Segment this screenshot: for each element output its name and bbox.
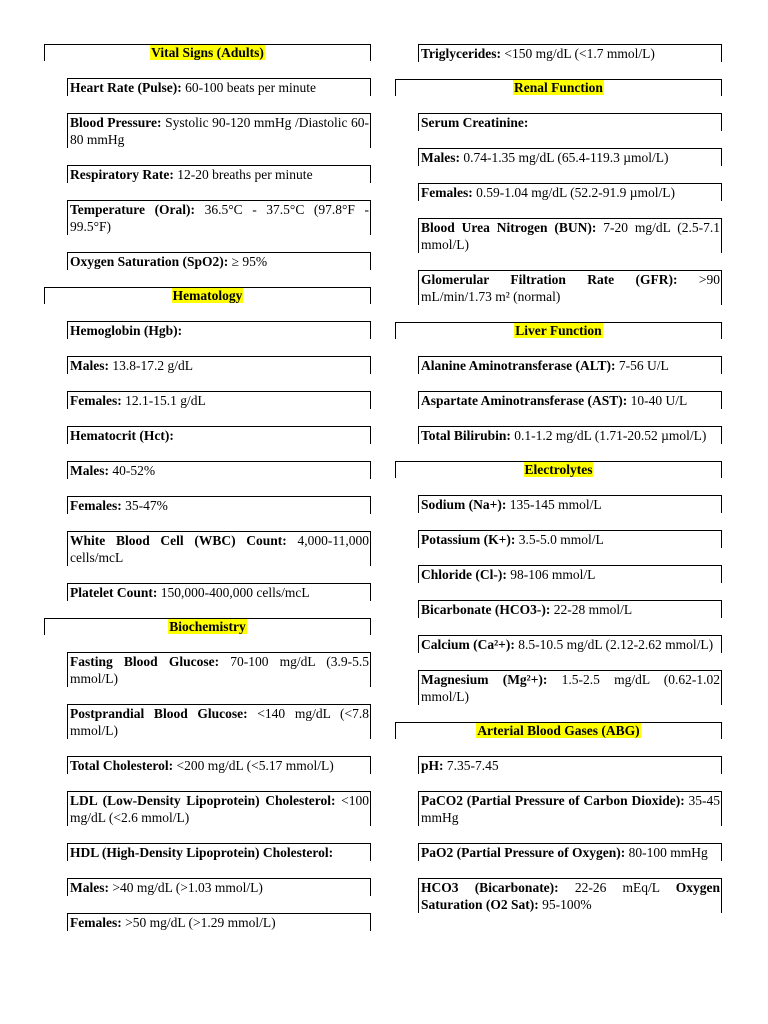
reference-item bbox=[418, 670, 722, 705]
reference-value: 10-40 U/L bbox=[627, 393, 688, 408]
reference-item bbox=[418, 44, 722, 62]
reference-label: White Blood Cell (WBC) Count: bbox=[70, 533, 287, 548]
reference-value: 8.5-10.5 mg/dL (2.12-2.62 mmol/L) bbox=[514, 637, 714, 652]
reference-label: Alanine Aminotransferase (ALT): bbox=[421, 358, 616, 373]
reference-value: <150 mg/dL (<1.7 mmol/L) bbox=[500, 46, 655, 61]
reference-value: Systolic 90-120 mmHg /Diastolic 60-80 mmHg bbox=[70, 115, 369, 147]
reference-value: 22-28 mmol/L bbox=[550, 602, 633, 617]
reference-label: LDL (Low-Density Lipoprotein) Cholesterol: bbox=[70, 793, 336, 808]
reference-value: 0.74-1.35 mg/dL (65.4-119.3 µmol/L) bbox=[459, 150, 669, 165]
reference-item bbox=[67, 652, 371, 687]
reference-value: >50 mg/dL (>1.29 mmol/L) bbox=[121, 915, 276, 930]
reference-item bbox=[418, 565, 722, 583]
reference-label: Respiratory Rate: bbox=[70, 167, 174, 182]
reference-item bbox=[418, 113, 722, 131]
reference-item bbox=[67, 321, 371, 339]
reference-item bbox=[418, 391, 722, 409]
reference-value: 36.5°C - 37.5°C (97.8°F - 99.5°F) bbox=[70, 202, 369, 234]
reference-label: Aspartate Aminotransferase (AST): bbox=[421, 393, 628, 408]
section-heading-label: Hematology bbox=[172, 288, 243, 303]
reference-label: PaCO2 (Partial Pressure of Carbon Dioxide): bbox=[421, 793, 685, 808]
section-heading-liver-function bbox=[395, 322, 722, 339]
reference-item bbox=[67, 113, 371, 148]
reference-value: 35-45 mmHg bbox=[421, 793, 720, 825]
reference-item bbox=[418, 495, 722, 513]
reference-label: Oxygen Saturation (SpO2): bbox=[70, 254, 229, 269]
right-column bbox=[395, 44, 722, 930]
reference-label: Sodium (Na+): bbox=[421, 497, 507, 512]
reference-item bbox=[67, 531, 371, 566]
reference-value: 95-100% bbox=[538, 897, 592, 912]
section-heading-arterial-blood-gases-abg bbox=[395, 722, 722, 739]
reference-label: PaO2 (Partial Pressure of Oxygen): bbox=[421, 845, 626, 860]
reference-item bbox=[418, 791, 722, 826]
reference-label: Postprandial Blood Glucose: bbox=[70, 706, 248, 721]
reference-value: 7-20 mg/dL (2.5-7.1 mmol/L) bbox=[421, 220, 720, 252]
reference-item bbox=[418, 356, 722, 374]
reference-label: Magnesium (Mg²+): bbox=[421, 672, 548, 687]
reference-item bbox=[67, 583, 371, 601]
reference-item bbox=[418, 600, 722, 618]
reference-label: Females: bbox=[70, 915, 122, 930]
reference-item bbox=[418, 148, 722, 166]
reference-label: Females: bbox=[70, 498, 122, 513]
reference-item bbox=[67, 78, 371, 96]
reference-value: <100 mg/dL (<2.6 mmol/L) bbox=[70, 793, 369, 825]
reference-item bbox=[418, 756, 722, 774]
reference-value: 0.59-1.04 mg/dL (52.2-91.9 µmol/L) bbox=[472, 185, 675, 200]
reference-item bbox=[67, 913, 371, 931]
reference-label: Blood Urea Nitrogen (BUN): bbox=[421, 220, 597, 235]
reference-value: 7-56 U/L bbox=[615, 358, 669, 373]
reference-value: ≥ 95% bbox=[228, 254, 268, 269]
reference-item bbox=[67, 756, 371, 774]
reference-value: 4,000-11,000 cells/mcL bbox=[70, 533, 369, 565]
reference-label: Glomerular Filtration Rate (GFR): bbox=[421, 272, 678, 287]
reference-label: Total Cholesterol: bbox=[70, 758, 174, 773]
reference-item bbox=[67, 426, 371, 444]
reference-label: Serum Creatinine: bbox=[421, 115, 529, 130]
reference-value: 7.35-7.45 bbox=[443, 758, 499, 773]
reference-value: 22-26 mEq/L bbox=[558, 880, 676, 895]
reference-item bbox=[67, 878, 371, 896]
reference-item bbox=[418, 183, 722, 201]
reference-label: Blood Pressure: bbox=[70, 115, 162, 130]
reference-item bbox=[67, 461, 371, 479]
reference-item bbox=[418, 530, 722, 548]
section-heading-label: Renal Function bbox=[514, 80, 603, 95]
reference-value: 3.5-5.0 mmol/L bbox=[515, 532, 604, 547]
reference-label: Heart Rate (Pulse): bbox=[70, 80, 182, 95]
section-heading-vital-signs-adults bbox=[44, 44, 371, 61]
reference-value: <140 mg/dL (<7.8 mmol/L) bbox=[70, 706, 369, 738]
reference-label: Oxygen Saturation (O2 Sat): bbox=[421, 880, 720, 912]
reference-item bbox=[418, 635, 722, 653]
reference-value: 35-47% bbox=[121, 498, 168, 513]
reference-value: >90 mL/min/1.73 m² (normal) bbox=[421, 272, 720, 304]
reference-item bbox=[67, 843, 371, 861]
reference-label: Temperature (Oral): bbox=[70, 202, 196, 217]
left-column bbox=[44, 44, 371, 948]
reference-label: Males: bbox=[70, 463, 109, 478]
reference-label: Total Bilirubin: bbox=[421, 428, 511, 443]
reference-item bbox=[67, 791, 371, 826]
reference-label: pH: bbox=[421, 758, 444, 773]
reference-item bbox=[418, 878, 722, 913]
reference-label: HCO3 (Bicarbonate): bbox=[421, 880, 559, 895]
reference-value: 80-100 mmHg bbox=[625, 845, 708, 860]
section-heading-label: Arterial Blood Gases (ABG) bbox=[477, 723, 640, 738]
section-heading-label: Vital Signs (Adults) bbox=[151, 45, 264, 60]
reference-label: Females: bbox=[70, 393, 122, 408]
reference-label: Chloride (Cl-): bbox=[421, 567, 507, 582]
reference-label: Platelet Count: bbox=[70, 585, 158, 600]
reference-item bbox=[67, 496, 371, 514]
reference-value: 70-100 mg/dL (3.9-5.5 mmol/L) bbox=[70, 654, 369, 686]
reference-label: Hemoglobin (Hgb): bbox=[70, 323, 183, 338]
section-heading-label: Electrolytes bbox=[524, 462, 593, 477]
reference-label: Females: bbox=[421, 185, 473, 200]
section-heading-renal-function bbox=[395, 79, 722, 96]
reference-label: Triglycerides: bbox=[421, 46, 501, 61]
reference-value: 40-52% bbox=[108, 463, 156, 478]
reference-item bbox=[418, 218, 722, 253]
reference-value: 12.1-15.1 g/dL bbox=[121, 393, 206, 408]
reference-item bbox=[67, 391, 371, 409]
reference-item bbox=[67, 165, 371, 183]
reference-label: Males: bbox=[70, 880, 109, 895]
reference-item bbox=[67, 704, 371, 739]
reference-item bbox=[418, 426, 722, 444]
section-heading-label: Liver Function bbox=[515, 323, 602, 338]
reference-value: 1.5-2.5 mg/dL (0.62-1.02 mmol/L) bbox=[421, 672, 721, 704]
reference-value: >40 mg/dL (>1.03 mmol/L) bbox=[108, 880, 263, 895]
reference-label: Hematocrit (Hct): bbox=[70, 428, 174, 443]
reference-value: 60-100 beats per minute bbox=[181, 80, 316, 95]
reference-item bbox=[418, 843, 722, 861]
reference-item bbox=[67, 356, 371, 374]
reference-label: Males: bbox=[70, 358, 109, 373]
reference-value: 12-20 breaths per minute bbox=[173, 167, 313, 182]
reference-label: Males: bbox=[421, 150, 460, 165]
section-heading-biochemistry bbox=[44, 618, 371, 635]
reference-label: Fasting Blood Glucose: bbox=[70, 654, 220, 669]
reference-value: 135-145 mmol/L bbox=[506, 497, 602, 512]
reference-item bbox=[67, 200, 371, 235]
reference-value: 150,000-400,000 cells/mcL bbox=[157, 585, 310, 600]
section-heading-electrolytes bbox=[395, 461, 722, 478]
reference-value: 0.1-1.2 mg/dL (1.71-20.52 µmol/L) bbox=[510, 428, 707, 443]
reference-value: 98-106 mmol/L bbox=[506, 567, 596, 582]
reference-item bbox=[418, 270, 722, 305]
reference-label: Potassium (K+): bbox=[421, 532, 516, 547]
reference-item bbox=[67, 252, 371, 270]
section-heading-label: Biochemistry bbox=[169, 619, 246, 634]
reference-label: HDL (High-Density Lipoprotein) Cholesterol: bbox=[70, 845, 334, 860]
reference-value: 13.8-17.2 g/dL bbox=[108, 358, 193, 373]
reference-label: Calcium (Ca²+): bbox=[421, 637, 515, 652]
reference-label: Bicarbonate (HCO3-): bbox=[421, 602, 551, 617]
reference-value: <200 mg/dL (<5.17 mmol/L) bbox=[173, 758, 334, 773]
section-heading-hematology bbox=[44, 287, 371, 304]
